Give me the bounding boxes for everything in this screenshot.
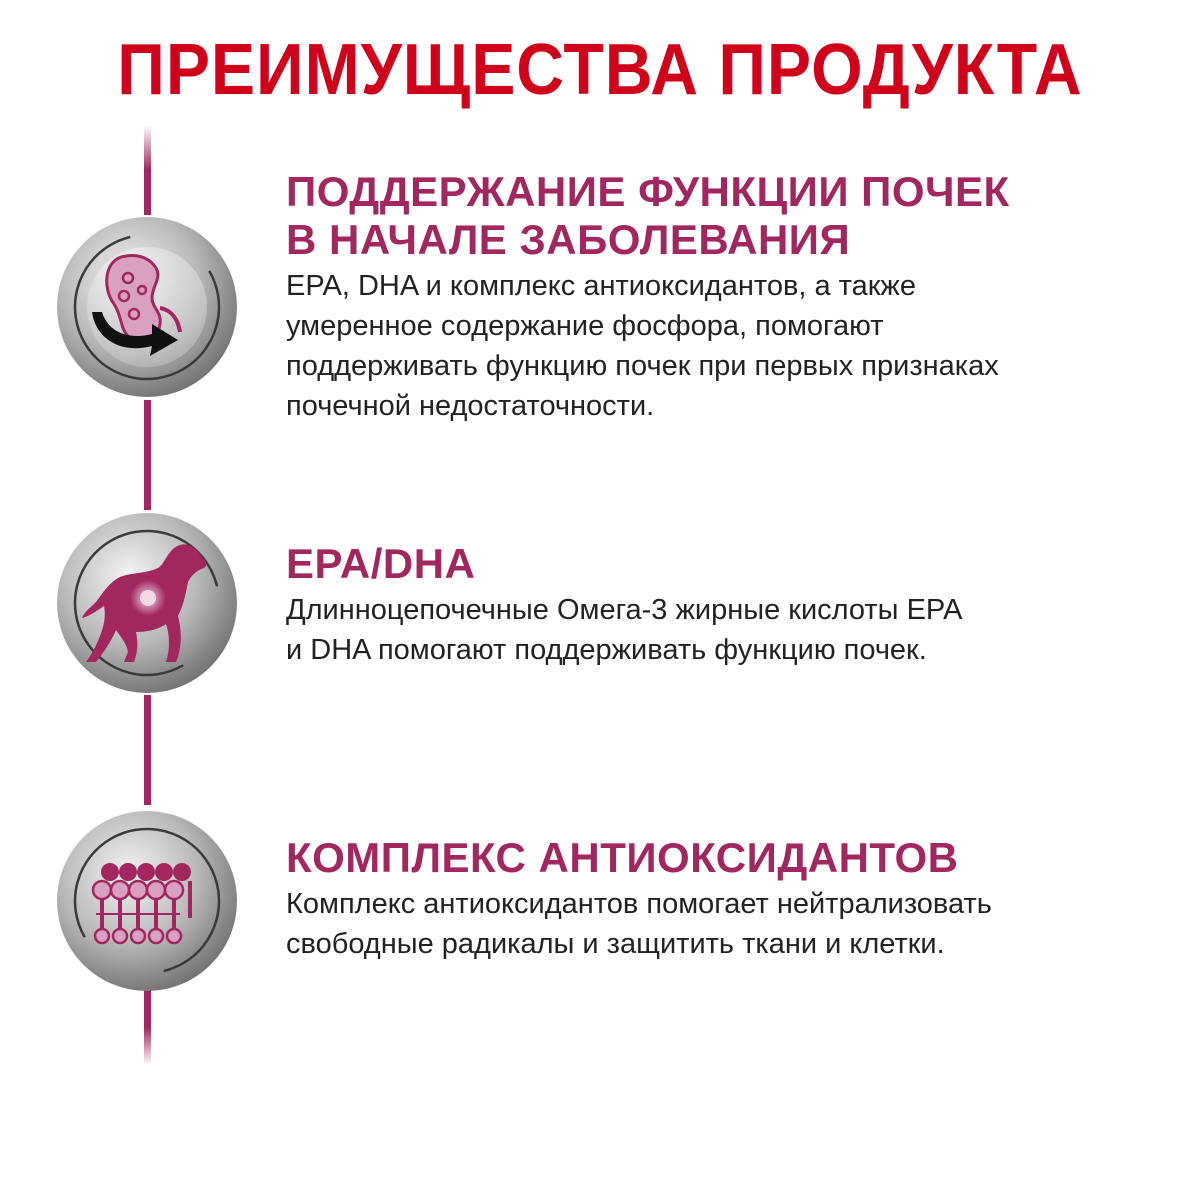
benefit-title-line: ПОДДЕРЖАНИЕ ФУНКЦИИ ПОЧЕК bbox=[286, 168, 1010, 215]
timeline-line bbox=[144, 990, 151, 1065]
benefit-title bbox=[286, 540, 1166, 588]
benefit-antioxidants bbox=[286, 834, 1166, 964]
benefit-text-line: поддерживать функцию почек при первых признаках bbox=[286, 350, 999, 382]
benefit-text-line: свободные радикалы и защитить ткани и клетки. bbox=[286, 928, 945, 960]
dog-icon bbox=[56, 512, 238, 694]
benefit-text-line: умеренное содержание фосфора, помогают bbox=[286, 310, 884, 342]
benefit-kidney-support bbox=[286, 168, 1166, 426]
cell-membrane-icon bbox=[56, 810, 238, 992]
benefit-epa-dha bbox=[286, 540, 1166, 670]
benefit-text-line: EPA, DHA и комплекс антиоксидантов, а также bbox=[286, 270, 916, 302]
benefit-description bbox=[286, 884, 1166, 964]
benefit-title bbox=[286, 834, 1166, 882]
benefit-text-line: почечной недостаточности. bbox=[286, 390, 655, 422]
benefit-text-line: Комплекс антиоксидантов помогает нейтрализовать bbox=[286, 888, 992, 920]
timeline-line bbox=[144, 125, 151, 215]
benefit-text-line: и DHA помогают поддерживать функцию почек. bbox=[286, 634, 927, 666]
benefit-text-line: Длинноцепочечные Омега-3 жирные кислоты EPA bbox=[286, 594, 963, 626]
timeline-line bbox=[144, 695, 151, 805]
benefit-title-line: EPA/DHA bbox=[286, 540, 476, 587]
benefit-description bbox=[286, 590, 1166, 670]
benefit-title bbox=[286, 168, 1166, 264]
page-title: ПРЕИМУЩЕСТВА ПРОДУКТА bbox=[117, 30, 1083, 110]
benefit-title-line: В НАЧАЛЕ ЗАБОЛЕВАНИЯ bbox=[286, 216, 851, 263]
timeline-line bbox=[144, 400, 151, 510]
benefit-description bbox=[286, 266, 1166, 426]
kidney-arrow-icon bbox=[56, 216, 238, 398]
benefit-title-line: КОМПЛЕКС АНТИОКСИДАНТОВ bbox=[286, 834, 959, 881]
